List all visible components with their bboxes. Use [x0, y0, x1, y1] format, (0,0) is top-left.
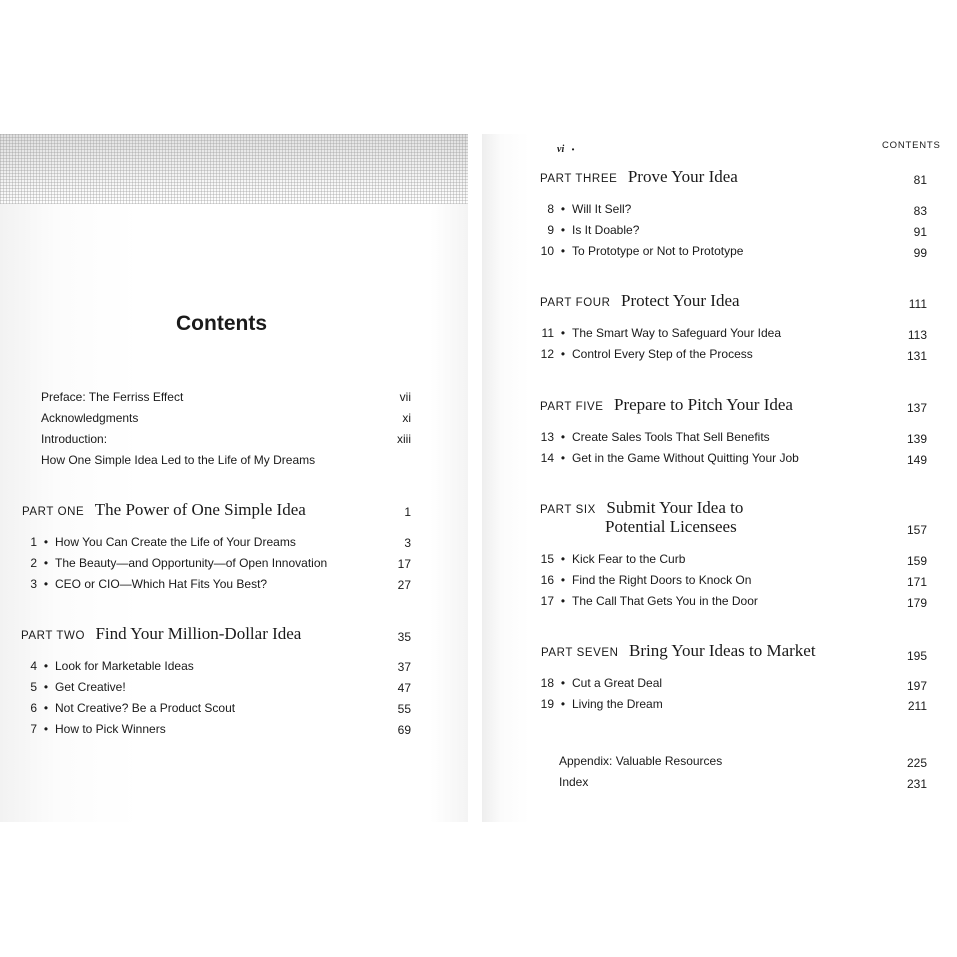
chapter-number: 16 [540, 573, 554, 587]
bullet-glyph: • [560, 430, 566, 444]
chapter-page: 211 [907, 699, 927, 713]
part-heading [540, 291, 740, 311]
chapter-entry [538, 451, 799, 465]
chapter-number: 4 [30, 659, 37, 673]
part-page: 81 [913, 173, 927, 187]
front-matter-label: How One Simple Idea Led to the Life of My Dreams [41, 453, 316, 467]
chapter-page: 99 [913, 246, 927, 260]
chapter-entry [538, 594, 758, 608]
part-page: 35 [397, 630, 411, 644]
part-title-continued: Potential Licensees [605, 517, 737, 536]
chapter-page: 3 [404, 536, 411, 550]
bullet-glyph: • [43, 577, 49, 591]
chapter-title: How to Pick Winners [55, 722, 166, 736]
part-label: PART ONE [22, 506, 85, 518]
front-matter-page: xi [402, 411, 411, 425]
chapter-number: 15 [540, 552, 554, 566]
chapter-title: Look for Marketable Ideas [55, 659, 194, 673]
back-matter-page: 231 [906, 777, 927, 791]
chapter-page: 139 [906, 432, 927, 446]
chapter-entry [538, 676, 662, 690]
front-matter-label: Preface: The Ferriss Effect [41, 390, 184, 404]
part-heading [540, 167, 738, 187]
bullet-glyph: • [560, 573, 566, 587]
chapter-page: 197 [906, 679, 927, 693]
chapter-entry [21, 556, 327, 570]
chapter-title: Get in the Game Without Quitting Your Job [572, 451, 799, 465]
bullet-glyph: • [571, 145, 575, 154]
part-title: Bring Your Ideas to Market [629, 641, 816, 660]
chapter-page: 113 [907, 328, 927, 342]
chapter-entry [538, 573, 751, 587]
chapter-number: 13 [540, 430, 554, 444]
chapter-page: 27 [397, 578, 411, 592]
part-heading [540, 498, 743, 518]
chapter-title: How You Can Create the Life of Your Dreams [55, 535, 296, 549]
running-head-left [557, 139, 574, 157]
part-label: PART THREE [540, 173, 618, 185]
bullet-glyph: • [560, 347, 566, 361]
chapter-entry [21, 680, 126, 694]
chapter-number: 10 [540, 244, 554, 258]
part-title: Prepare to Pitch Your Idea [614, 395, 793, 414]
chapter-entry [21, 659, 194, 673]
chapter-title: Kick Fear to the Curb [572, 552, 686, 566]
bullet-glyph: • [43, 722, 49, 736]
part-heading [21, 624, 301, 644]
part-title: Find Your Million-Dollar Idea [95, 624, 302, 643]
part-label: PART SIX [540, 504, 596, 516]
chapter-title: Control Every Step of the Process [572, 347, 753, 361]
back-matter-page: 225 [906, 756, 927, 770]
chapter-number: 18 [540, 676, 554, 690]
chapter-number: 1 [30, 535, 37, 549]
chapter-page: 179 [906, 596, 927, 610]
chapter-page: 159 [906, 554, 927, 568]
chapter-number: 14 [540, 451, 554, 465]
scan-artifact [0, 134, 468, 204]
chapter-entry [538, 326, 781, 340]
part-page: 137 [906, 401, 927, 415]
chapter-number: 5 [30, 680, 37, 694]
chapter-number: 19 [540, 697, 554, 711]
page-number-roman: vi [557, 144, 565, 155]
bullet-glyph: • [560, 697, 566, 711]
chapter-title: Create Sales Tools That Sell Benefits [572, 430, 770, 444]
part-heading [541, 641, 816, 661]
part-title: Protect Your Idea [621, 291, 740, 310]
chapter-entry [538, 202, 631, 216]
part-label: PART TWO [21, 630, 86, 642]
bullet-glyph: • [560, 244, 566, 258]
chapter-number: 8 [547, 202, 554, 216]
chapter-title: Is It Doable? [572, 223, 640, 237]
chapter-page: 69 [397, 723, 411, 737]
chapter-number: 11 [541, 326, 554, 340]
bullet-glyph: • [560, 594, 566, 608]
bullet-glyph: • [560, 451, 566, 465]
chapter-title: The Beauty—and Opportunity—of Open Innovation [55, 556, 328, 570]
chapter-title: Living the Dream [572, 697, 663, 711]
left-page [0, 134, 468, 822]
chapter-number: 7 [30, 722, 37, 736]
part-heading [540, 395, 793, 415]
chapter-entry [21, 535, 296, 549]
part-page: 1 [404, 505, 411, 519]
bullet-glyph: • [560, 223, 566, 237]
back-matter-label: Appendix: Valuable Resources [559, 754, 723, 768]
chapter-number: 6 [30, 701, 37, 715]
part-heading [22, 500, 306, 520]
chapter-page: 37 [397, 660, 411, 674]
chapter-title: Cut a Great Deal [572, 676, 663, 690]
chapter-page: 131 [906, 349, 927, 363]
chapter-page: 171 [906, 575, 927, 589]
bullet-glyph: • [560, 326, 566, 340]
part-title: The Power of One Simple Idea [94, 500, 306, 519]
chapter-entry [538, 552, 685, 566]
back-matter-label: Index [559, 775, 589, 789]
chapter-page: 149 [906, 453, 927, 467]
chapter-title: Not Creative? Be a Product Scout [55, 701, 236, 715]
part-label: PART SEVEN [541, 647, 619, 659]
chapter-title: The Smart Way to Safeguard Your Idea [572, 326, 782, 340]
chapter-page: 83 [913, 204, 927, 218]
chapter-number: 2 [30, 556, 37, 570]
bullet-glyph: • [560, 552, 566, 566]
chapter-entry [538, 347, 753, 361]
chapter-title: Will It Sell? [572, 202, 632, 216]
part-page: 195 [906, 649, 927, 663]
part-label: PART FOUR [540, 297, 611, 309]
chapter-entry [21, 722, 166, 736]
part-title: Prove Your Idea [627, 167, 738, 186]
chapter-title: To Prototype or Not to Prototype [572, 244, 744, 258]
chapter-page: 47 [397, 681, 411, 695]
chapter-title: Find the Right Doors to Knock On [572, 573, 752, 587]
part-page: 111 [908, 297, 927, 311]
running-head-right: CONTENTS [882, 140, 941, 151]
contents-title: Contents [176, 312, 267, 335]
chapter-entry [538, 697, 663, 711]
right-page [482, 134, 957, 822]
chapter-entry [21, 577, 267, 591]
bullet-glyph: • [560, 676, 566, 690]
chapter-page: 91 [913, 225, 927, 239]
part-page: 157 [906, 523, 927, 537]
chapter-title: Get Creative! [55, 680, 126, 694]
chapter-entry [538, 223, 639, 237]
front-matter-label: Introduction: [41, 432, 108, 446]
chapter-title: CEO or CIO—Which Hat Fits You Best? [55, 577, 268, 591]
bullet-glyph: • [560, 202, 566, 216]
chapter-number: 9 [547, 223, 554, 237]
chapter-page: 55 [397, 702, 411, 716]
chapter-entry [538, 430, 770, 444]
chapter-entry [21, 701, 235, 715]
bullet-glyph: • [43, 659, 49, 673]
front-matter-label: Acknowledgments [41, 411, 139, 425]
front-matter-page: vii [399, 390, 411, 404]
bullet-glyph: • [43, 680, 49, 694]
part-title: Submit Your Idea to [606, 498, 744, 517]
chapter-number: 3 [30, 577, 37, 591]
bullet-glyph: • [43, 535, 49, 549]
chapter-number: 12 [540, 347, 554, 361]
chapter-number: 17 [540, 594, 554, 608]
part-label: PART FIVE [540, 401, 604, 413]
front-matter-page: xiii [397, 432, 411, 446]
chapter-page: 17 [397, 557, 411, 571]
bullet-glyph: • [43, 556, 49, 570]
chapter-title: The Call That Gets You in the Door [572, 594, 758, 608]
bullet-glyph: • [43, 701, 49, 715]
chapter-entry [538, 244, 743, 258]
